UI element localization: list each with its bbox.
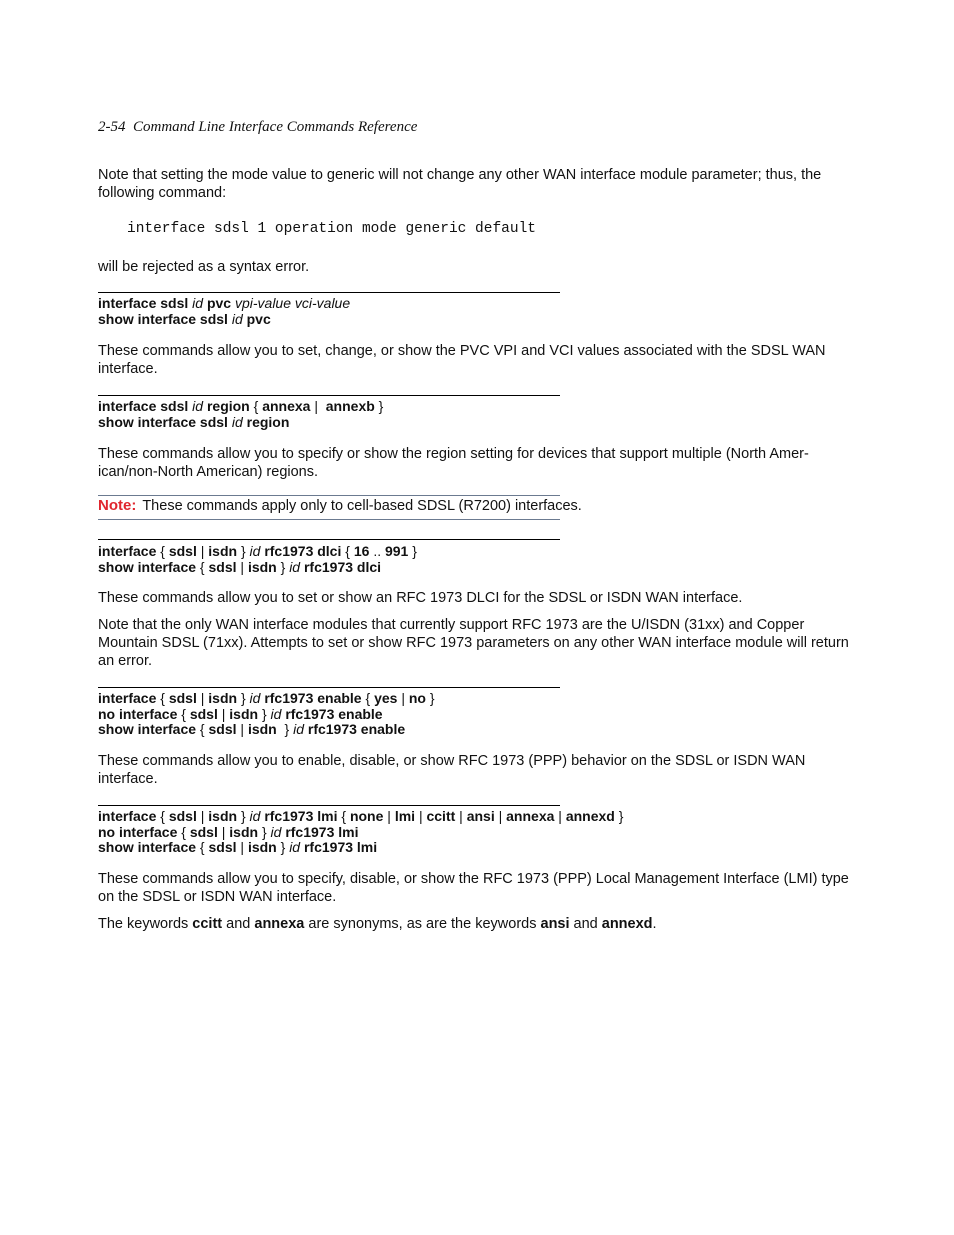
header-title: Command Line Interface Commands Reference (133, 119, 418, 135)
note-text: These commands apply only to cell-based SDSL (R7200) interfaces. (142, 498, 582, 514)
syntax-line: show interface sdsl id region (98, 413, 290, 430)
enable-syntax (98, 691, 858, 738)
section-rule (98, 292, 560, 293)
syntax-line: show interface { sdsl | isdn } id rfc1973 lmi (98, 839, 378, 855)
note-rule-bottom (98, 519, 560, 520)
dlci-syntax (98, 544, 858, 575)
dlci-note-paragraph: Note that the only WAN interface modules that currently support RFC 1973 are the U/ISDN (31xx) and Copper Mountain SDSL (71xx). Attempts to set or show RFC 1973 parameters on any other WAN interface module will return an error. (98, 617, 849, 669)
syntax-line: show interface { sdsl | isdn } id rfc1973 dlci (98, 558, 382, 575)
syntax-line: show interface sdsl id pvc (98, 310, 271, 327)
rejected-paragraph: will be rejected as a syntax error. (98, 259, 310, 275)
code-example: interface sdsl 1 operation mode generic default (127, 221, 536, 237)
region-description: These commands allow you to specify or show the region setting for devices that support multiple (North Amer-ican/non-North American) regions. (98, 446, 809, 480)
syntax-line: interface { sdsl | isdn } id rfc1973 dlci { 16 .. 991 } (98, 543, 417, 559)
running-header (98, 119, 798, 136)
lmi-description: These commands allow you to specify, disable, or show the RFC 1973 (PPP) Local Management Interface (LMI) type on the SDSL or ISDN WAN interface. (98, 871, 849, 905)
syntax-line: interface sdsl id pvc vpi-value vci-value (98, 295, 351, 311)
syntax-line: interface { sdsl | isdn } id rfc1973 lmi { none | lmi | ccitt | ansi | annexa | annexd } (98, 808, 624, 824)
page-number: 2-54 (98, 119, 126, 135)
section-rule (98, 539, 560, 540)
section-rule (98, 687, 560, 688)
dlci-description: These commands allow you to set or show an RFC 1973 DLCI for the SDSL or ISDN WAN interface. (98, 590, 743, 606)
enable-description: These commands allow you to enable, disable, or show RFC 1973 (PPP) behavior on the SDSL or ISDN WAN interface. (98, 753, 806, 787)
note-label: Note: (98, 497, 137, 514)
syntax-line: show interface { sdsl | isdn } id rfc1973 enable (98, 721, 406, 737)
section-rule (98, 805, 560, 806)
pvc-description: These commands allow you to set, change, or show the PVC VPI and VCI values associated with the SDSL WAN interface. (98, 343, 826, 377)
syntax-line: no interface { sdsl | isdn } id rfc1973 lmi (98, 823, 359, 840)
section-rule (98, 395, 560, 396)
syntax-line: interface sdsl id region { annexa | annexb } (98, 398, 384, 414)
mode-paragraph: Note that setting the mode value to generic will not change any other WAN interface module parameter; thus, the following command: (98, 167, 822, 201)
note-rule-top (98, 495, 560, 496)
note (98, 497, 858, 515)
lmi-syntax (98, 809, 858, 856)
syntax-line: no interface { sdsl | isdn } id rfc1973 enable (98, 705, 383, 722)
syntax-line: interface { sdsl | isdn } id rfc1973 enable { yes | no } (98, 690, 435, 706)
keywords-paragraph: The keywords ccitt and annexa are synonyms, as are the keywords ansi and annexd. (98, 916, 657, 932)
region-syntax (98, 399, 858, 430)
pvc-syntax (98, 296, 858, 327)
